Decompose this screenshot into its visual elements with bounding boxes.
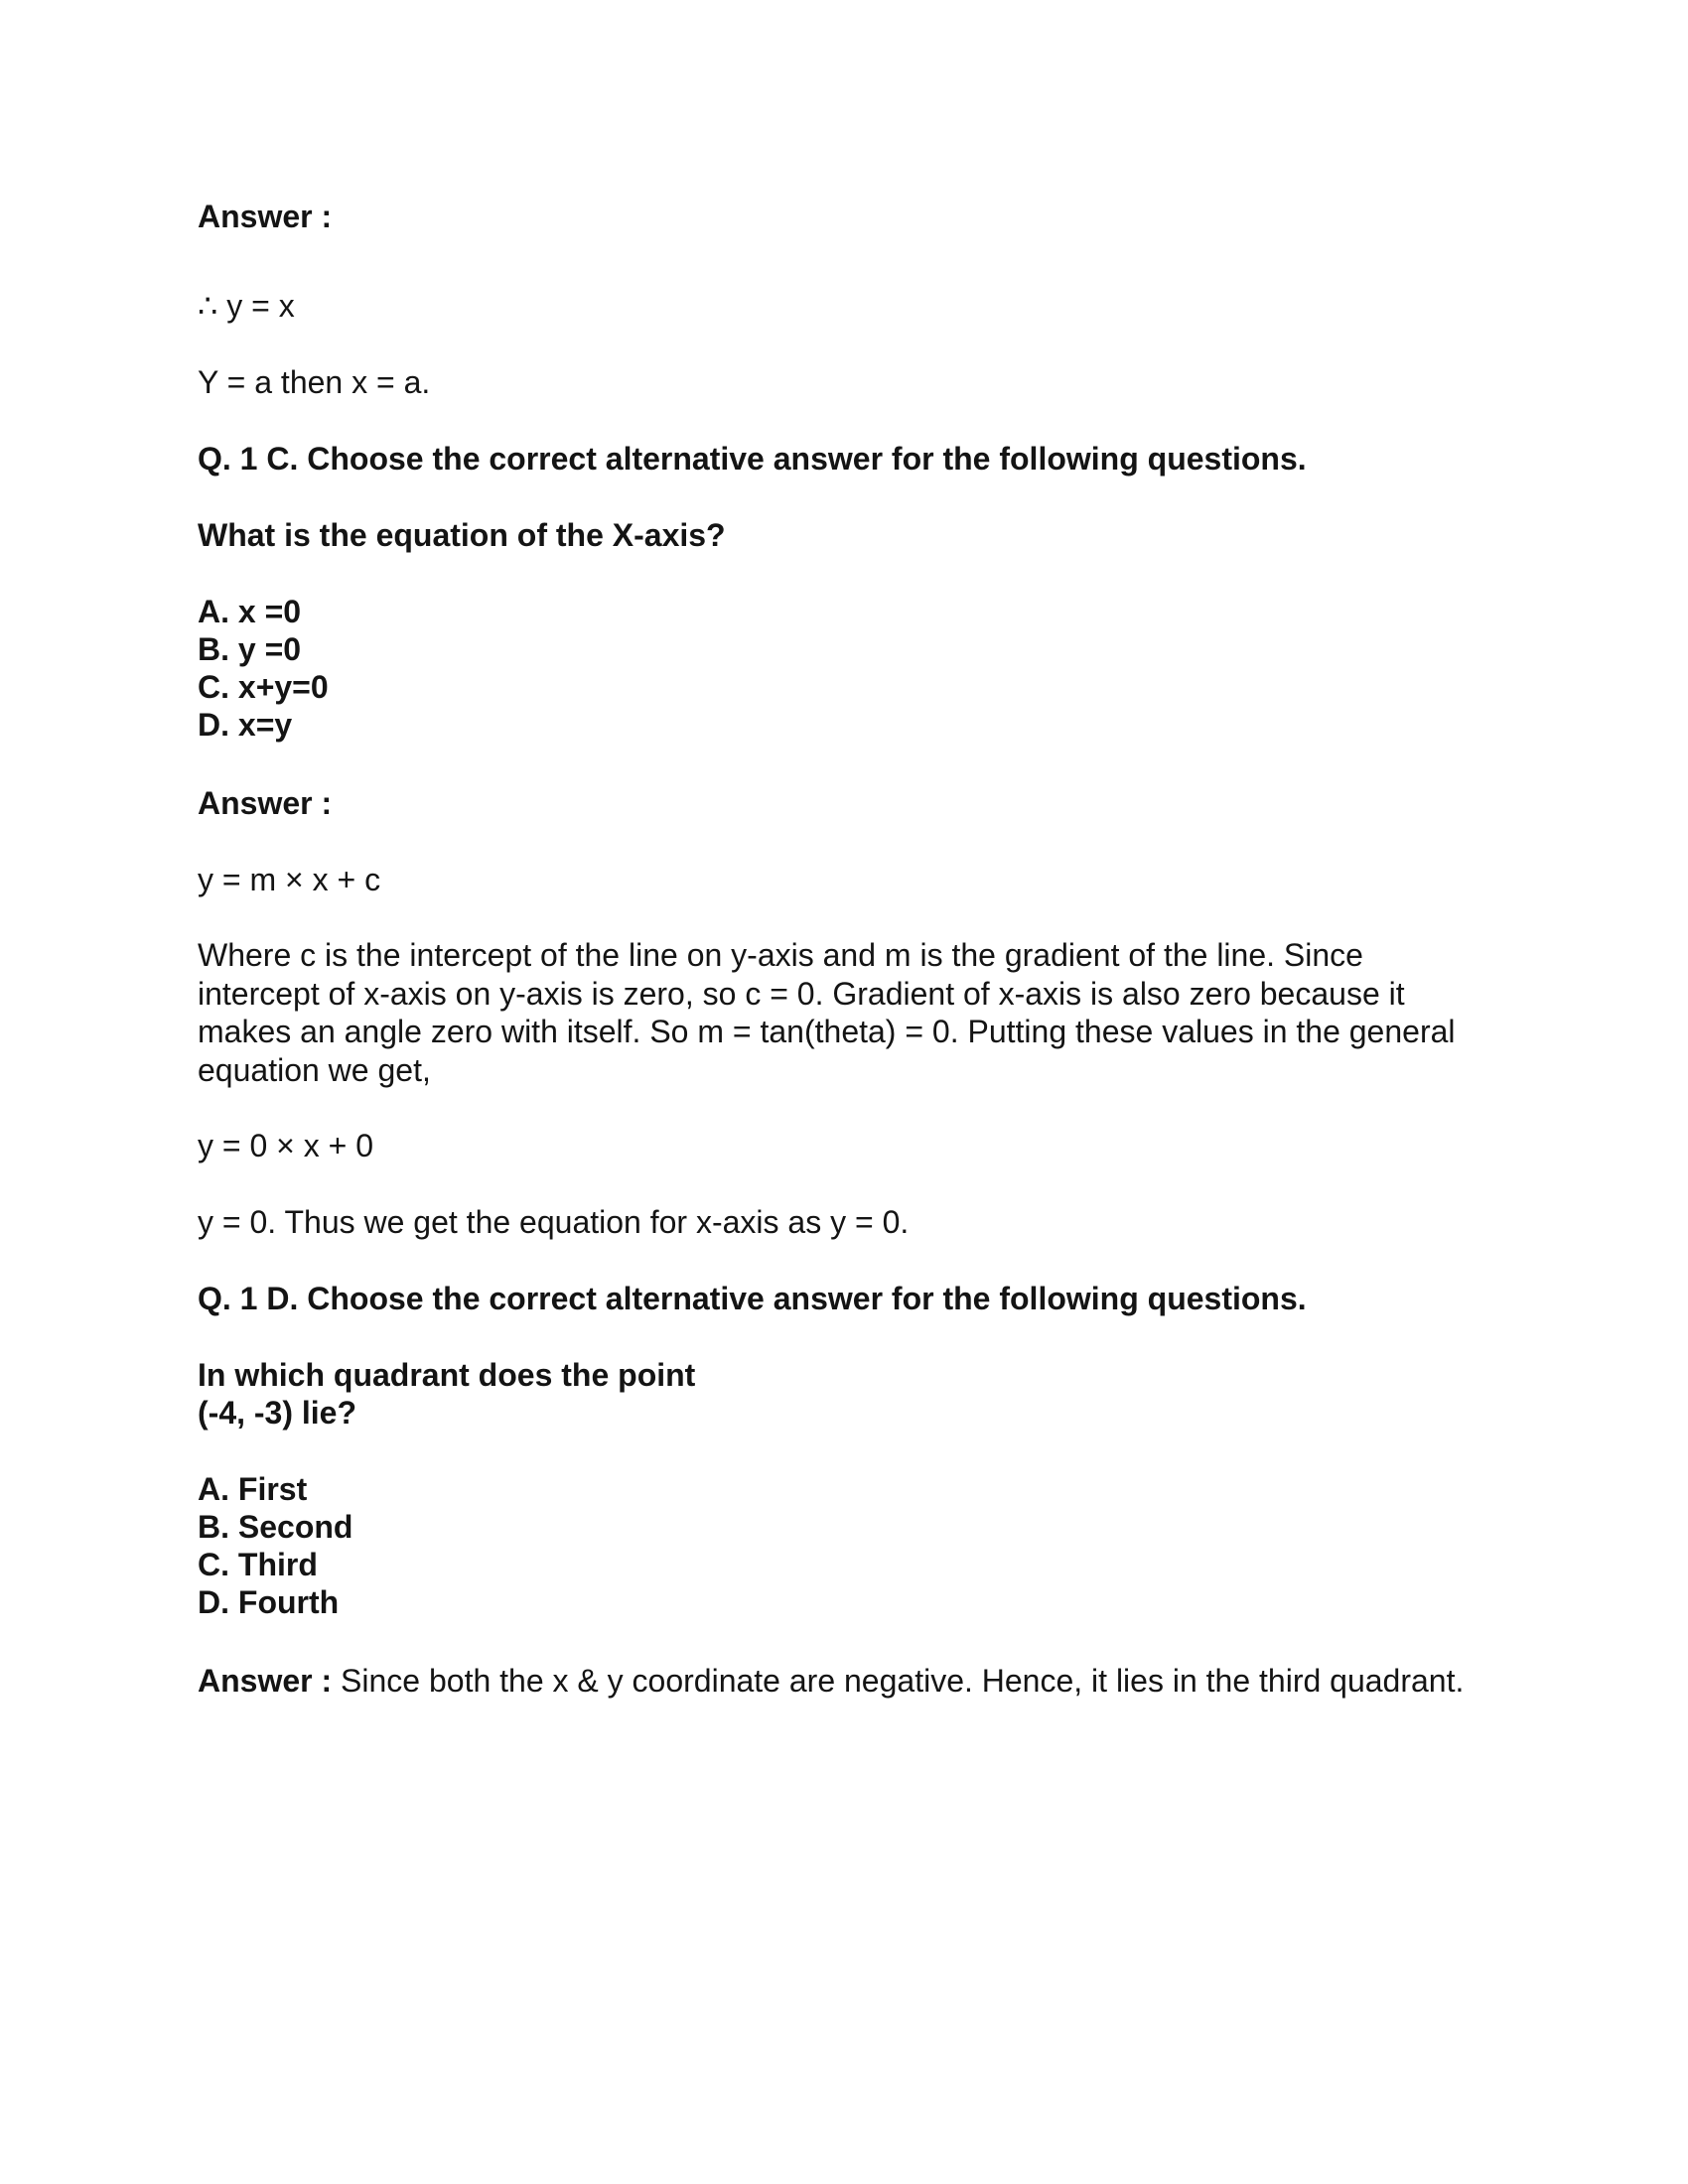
question-1d-heading: Q. 1 D. Choose the correct alternative answer for the following questions. xyxy=(198,1281,1307,1316)
option-d: D. Fourth xyxy=(198,1584,340,1620)
conclusion-line: y = 0. Thus we get the equation for x-axis as y = 0. xyxy=(198,1204,910,1240)
option-c: C. x+y=0 xyxy=(198,669,329,705)
option-c: C. Third xyxy=(198,1547,318,1582)
question-1c-options xyxy=(198,593,329,744)
answer-line-y-equals-a: Y = a then x = a. xyxy=(198,364,431,400)
option-b: B. y =0 xyxy=(198,631,302,667)
question-1d-options xyxy=(198,1470,352,1621)
equation-substituted: y = 0 × x + 0 xyxy=(198,1128,373,1163)
question-1d-answer-text: Since both the x & y coordinate are negative. Hence, it lies in the third quadrant. xyxy=(332,1663,1465,1699)
answer-heading: Answer : xyxy=(198,199,333,234)
question-1c-prompt: What is the equation of the X-axis? xyxy=(198,517,726,553)
explanation-paragraph: Where c is the intercept of the line on y-axis and m is the gradient of the line. Since intercept of x-axis on y-axis is zero, so c = 0. Gradient of x-axis is also zero because it makes an angle zero with itself. So m = tan(theta) = 0. Putting these values in the general equation we get, xyxy=(198,937,1456,1088)
answer-line-therefore: ∴ y = x xyxy=(198,288,295,324)
question-1d-answer-label: Answer : xyxy=(198,1663,333,1699)
question-1d-answer xyxy=(198,1662,1478,1701)
question-1c-heading: Q. 1 C. Choose the correct alternative answer for the following questions. xyxy=(198,441,1307,477)
option-a: A. First xyxy=(198,1471,308,1507)
option-d: D. x=y xyxy=(198,707,293,743)
option-a: A. x =0 xyxy=(198,594,302,629)
equation-general: y = m × x + c xyxy=(198,862,381,897)
option-b: B. Second xyxy=(198,1509,353,1545)
question-1d-prompt-line2: (-4, -3) lie? xyxy=(198,1395,357,1431)
question-1d-prompt-line1: In which quadrant does the point xyxy=(198,1357,696,1393)
question-1c-answer-label: Answer : xyxy=(198,785,333,821)
